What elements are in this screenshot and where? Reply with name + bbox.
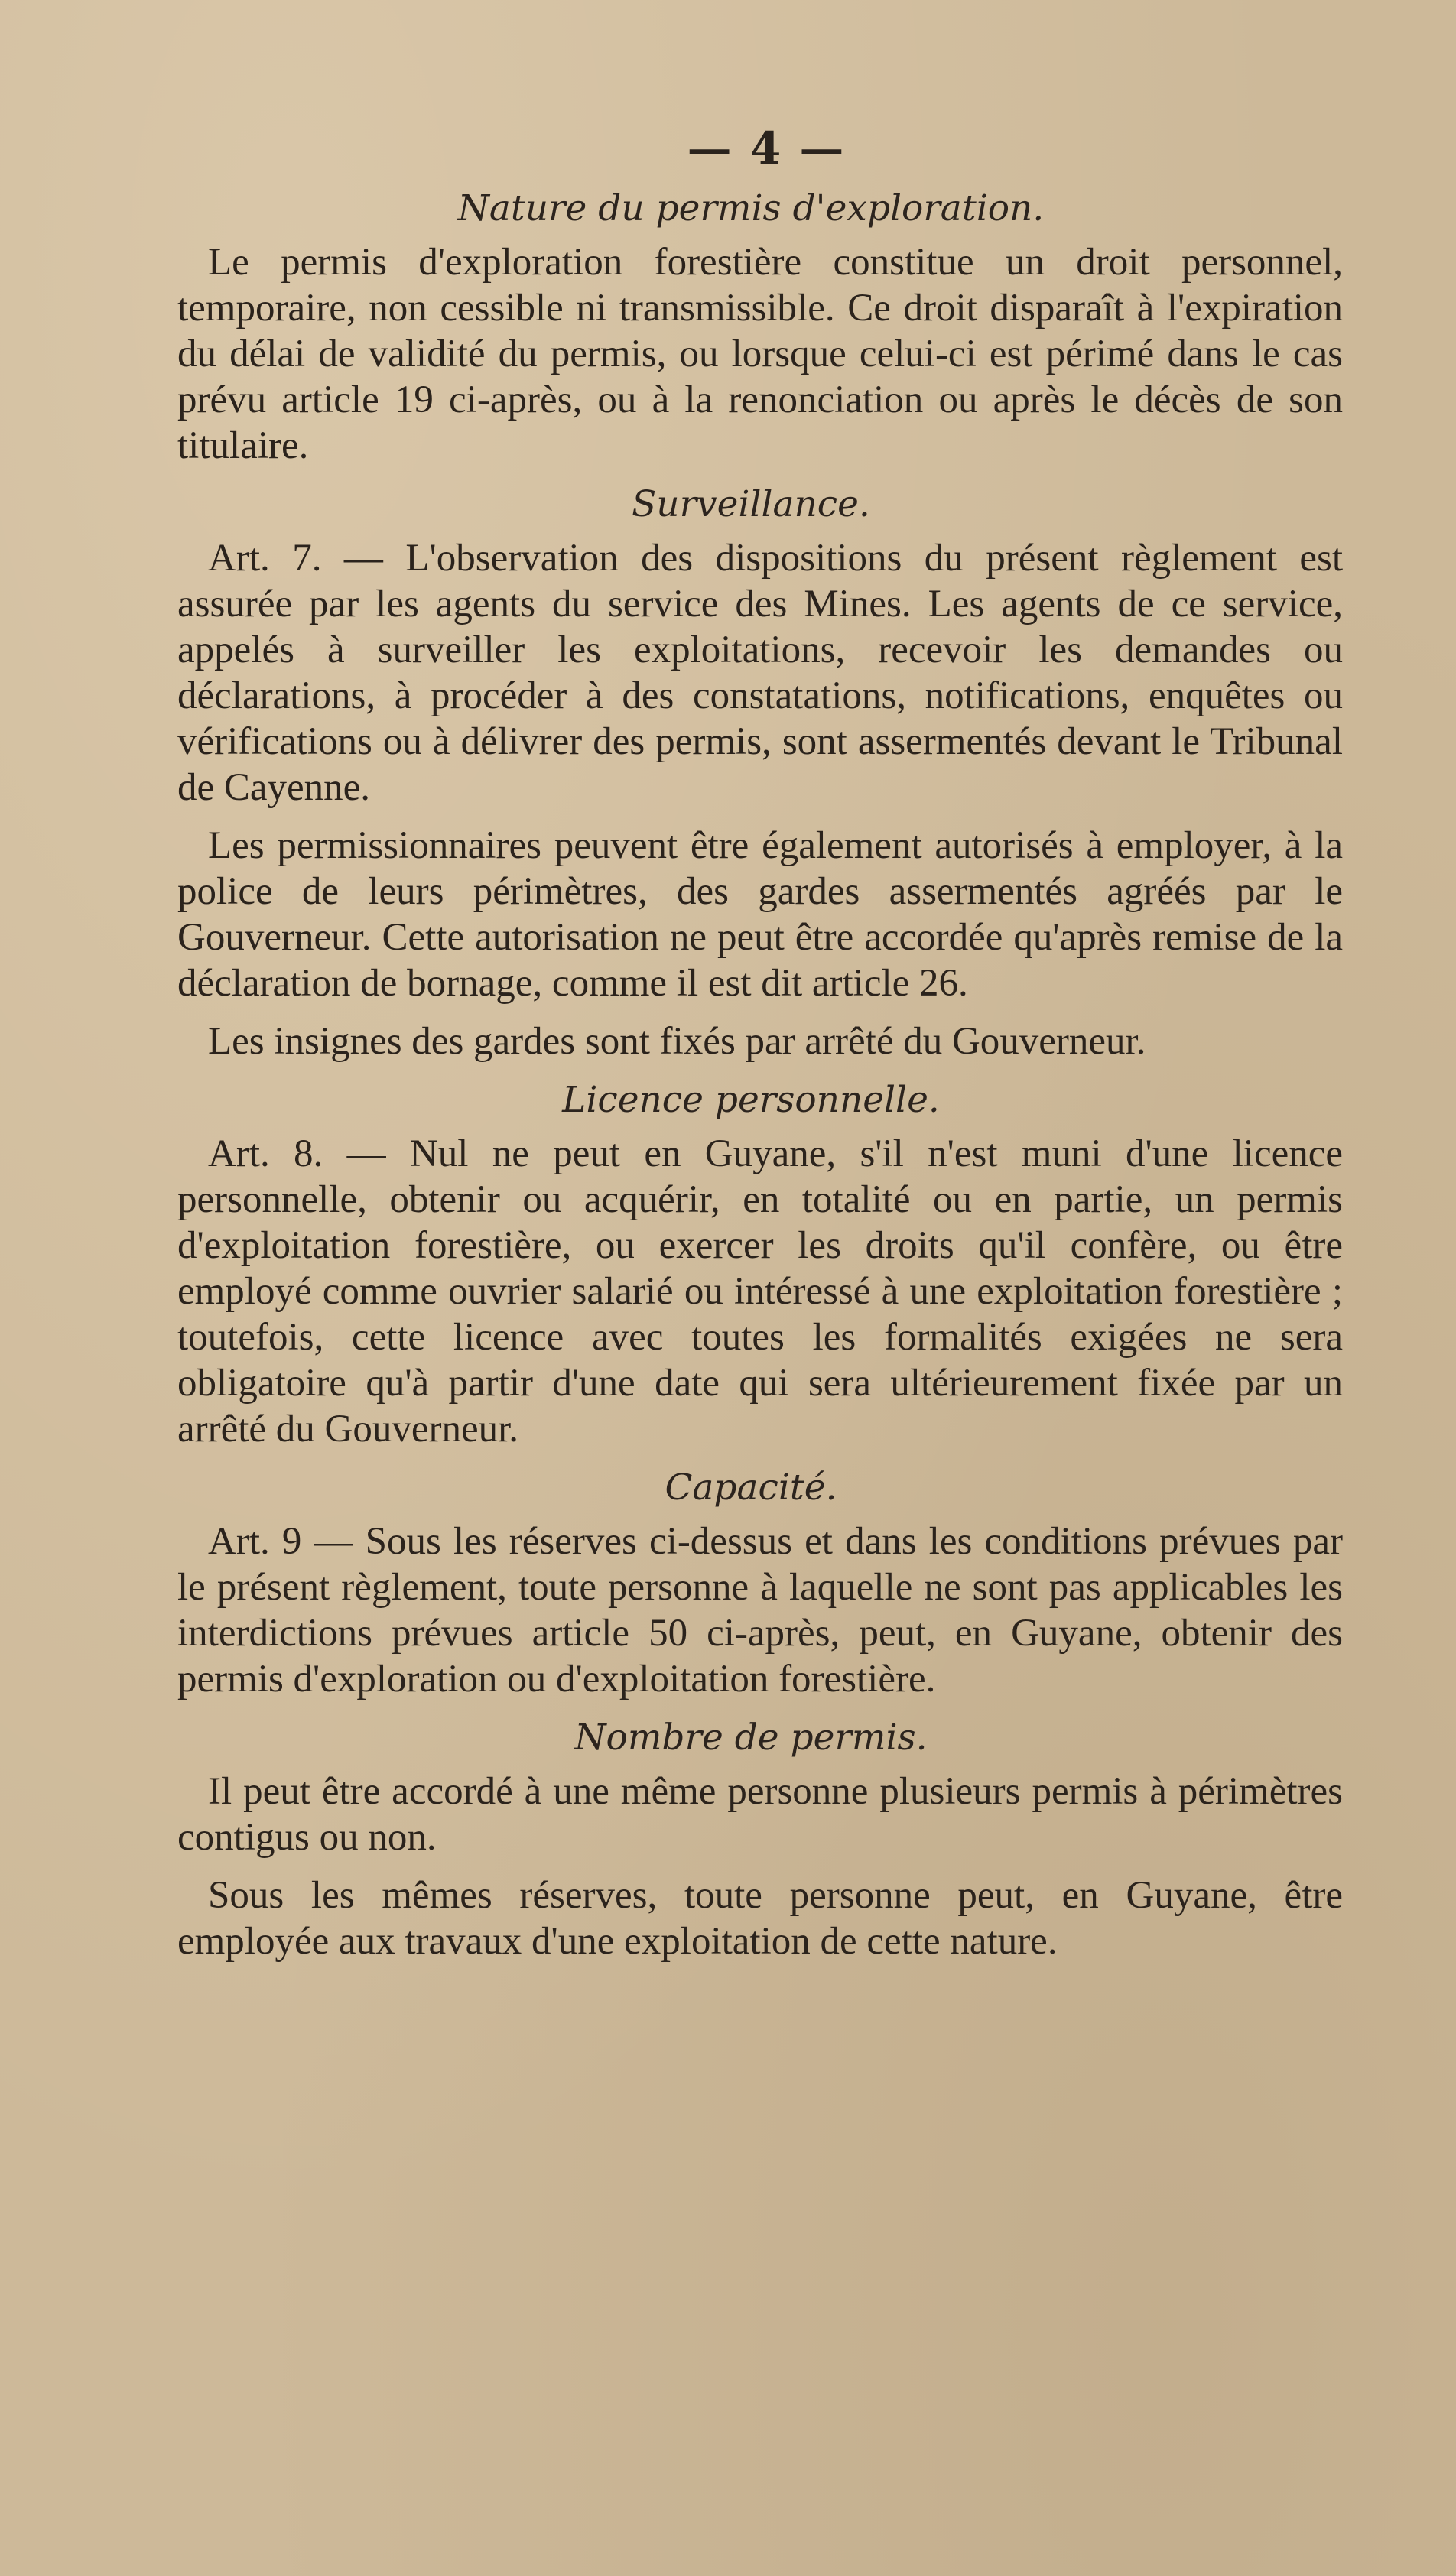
section-surveillance <box>177 481 1386 1064</box>
section-licence-personnelle <box>177 1077 1386 1452</box>
section-heading: Nature du permis d'exploration. <box>457 187 1045 229</box>
paragraph: Art. 9 — Sous les réserves ci-dessus et dans les conditions prévues par le présent règlement, toute personne à laquelle ne sont pas applicables les interdictions prévues article 50 ci-après, peut, en Guyane, obtenir des permis d'exploration ou d'exploitation forestière. <box>177 1519 1343 1701</box>
paragraph: Sous les mêmes réserves, toute personne peut, en Guyane, être employée aux travaux d'une exploitation de cette nature. <box>177 1874 1343 1964</box>
document-page <box>177 122 1386 1980</box>
section-heading: Capacité. <box>665 1466 837 1509</box>
section-nature-permis <box>177 185 1386 469</box>
section-nombre-permis <box>177 1714 1386 1964</box>
section-capacite <box>177 1464 1386 1702</box>
paragraph: Les insignes des gardes sont fixés par arrêté du Gouverneur. <box>208 1019 1146 1063</box>
paragraph: Le permis d'exploration forestière constitue un droit personnel, temporaire, non cessible ni transmissible. Ce droit disparaît à l'expiration du délai de validité du permis, ou lorsque celui-ci est périmé dans le cas prévu article 19 ci-après, ou à la renonciation ou après le décès de son titulaire. <box>177 240 1343 467</box>
paragraph: Art. 7. — L'observation des dispositions du présent règlement est assurée par les agents du service des Mines. Les agents de ce service, appelés à surveiller les exploitations, recevoir les demandes ou déclarations, à procéder à des constatations, notifications, enquêtes ou vérifications ou à délivrer des permis, sont assermentés devant le Tribunal de Cayenne. <box>177 536 1343 809</box>
paragraph: Art. 8. — Nul ne peut en Guyane, s'il n'est muni d'une licence personnelle, obtenir ou acquérir, en totalité ou en partie, un permis d'exploitation forestière, ou exercer les droits qu'il confère, ou être employé comme ouvrier salarié ou intéressé à une exploitation forestière ; toutefois, cette licence avec toutes les formalités exigées ne sera obligatoire qu'à partir d'une date qui sera ultérieurement fixée par un arrêté du Gouverneur. <box>177 1132 1343 1450</box>
page-number: — 4 — <box>687 122 846 174</box>
section-heading: Licence personnelle. <box>562 1078 940 1121</box>
section-heading: Surveillance. <box>632 482 870 525</box>
section-heading: Nombre de permis. <box>574 1716 928 1759</box>
paragraph: Les permissionnaires peuvent être également autorisés à employer, à la police de leurs périmètres, des gardes assermentés agréés par le Gouverneur. Cette autorisation ne peut être accordée qu'après remise de la déclaration de bornage, comme il est dit article 26. <box>177 823 1343 1005</box>
paragraph: Il peut être accordé à une même personne plusieurs permis à périmètres contigus ou non. <box>177 1770 1343 1860</box>
